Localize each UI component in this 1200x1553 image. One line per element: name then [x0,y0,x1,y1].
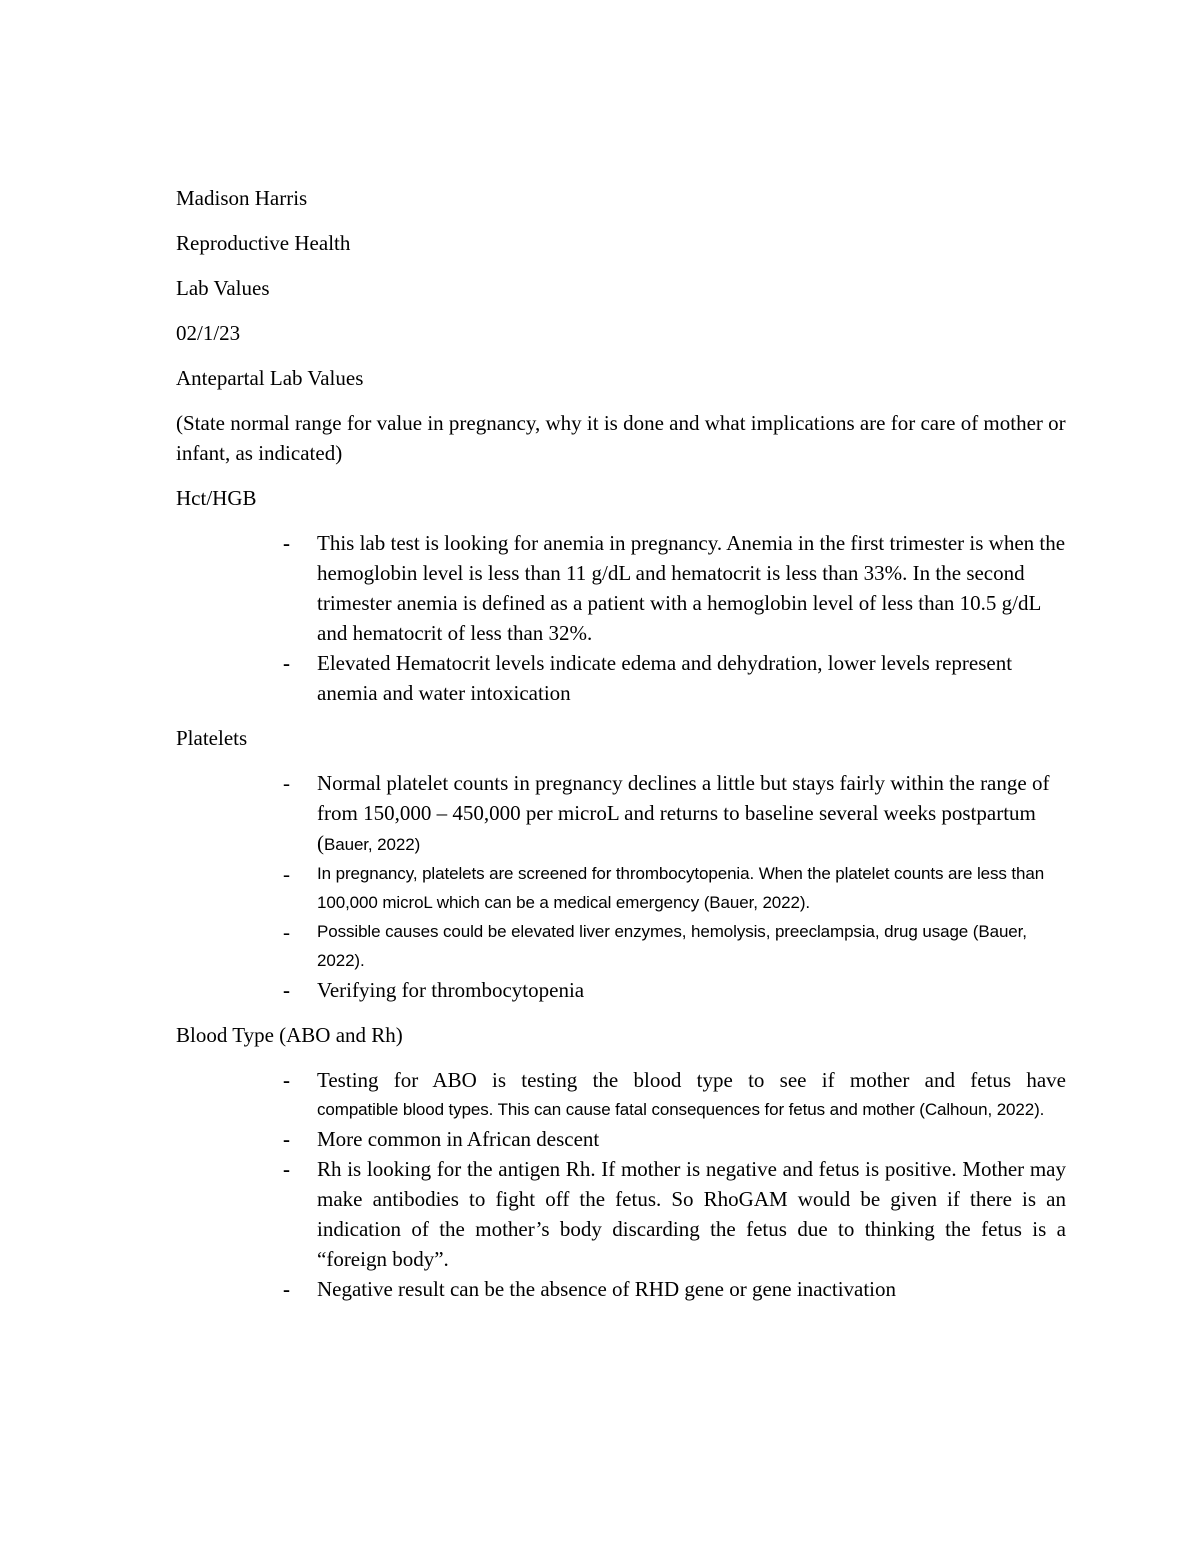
assignment-title: Lab Values [176,276,270,300]
list-item-text: Verifying for thrombocytopenia [317,978,585,1002]
list-item-text: Possible causes could be elevated liver enzymes, hemolysis, preeclampsia, drug usage (Bauer, 2022). [317,922,1027,970]
section-heading-blood-type: Blood Type (ABO and Rh) [176,1023,403,1047]
dash-bullet: - [283,1157,290,1181]
dash-bullet: - [283,771,290,795]
list-item [283,1274,1066,1304]
section-heading-platelets: Platelets [176,726,248,750]
list-item [283,768,1066,859]
document-title: Antepartal Lab Values [176,366,364,390]
list-item-text: Testing for ABO is testing the blood type to see if mother and fetus have [317,1068,1066,1092]
list-item [283,1065,1066,1124]
list-item-text: Normal platelet counts in pregnancy declines a little but stays fairly within the range of from 150,000 – 450,000 per microL and returns to baseline several weeks postpartum ( [317,771,1050,855]
dash-bullet: - [283,1277,290,1301]
dash-bullet: - [283,651,290,675]
list-item-text: More common in African descent [317,1127,600,1151]
document-date: 02/1/23 [176,321,241,345]
list-item-text: This lab test is looking for anemia in pregnancy. Anemia in the first trimester is when the hemoglobin level is less than 11 g/dL and hematocrit is less than 33%. In the second trimester anemia is defined as a patient with a hemoglobin level of less than 10.5 g/dL and hematocrit of less than 32%. [317,531,1066,645]
list-item [283,648,1066,708]
dash-bullet: - [283,1127,290,1151]
document-body [176,183,1066,1319]
dash-bullet: - [283,531,290,555]
platelets-list [176,768,1066,1005]
list-item [283,1154,1066,1274]
author-name: Madison Harris [176,186,308,210]
list-item-text: Rh is looking for the antigen Rh. If mother is negative and fetus is positive. Mother may make antibodies to fight off the fetus. So RhoGAM would be given if there is an indication of the mother’s body discarding the fetus due to thinking the fetus is a “foreign body”. [317,1157,1066,1271]
dash-bullet: - [283,978,290,1002]
course-name: Reproductive Health [176,231,351,255]
list-item-text: Elevated Hematocrit levels indicate edema and dehydration, lower levels represent anemia and water intoxication [317,651,1013,705]
list-item [283,528,1066,648]
dash-bullet: - [283,920,290,944]
list-item [283,975,1066,1005]
citation: Bauer, 2022) [324,835,421,854]
hct-hgb-list [176,528,1066,708]
list-item [283,917,1066,975]
list-item-text: In pregnancy, platelets are screened for thrombocytopenia. When the platelet counts are less than 100,000 microL which can be a medical emergency (Bauer, 2022). [317,864,1045,912]
dash-bullet: - [283,1068,290,1092]
section-heading-hct-hgb: Hct/HGB [176,486,257,510]
list-item-text: Negative result can be the absence of RHD gene or gene inactivation [317,1277,897,1301]
list-item [283,1124,1066,1154]
instructions: (State normal range for value in pregnancy, why it is done and what implications are for care of mother or infant, as indicated) [176,411,1066,465]
list-item-text-continued: compatible blood types. This can cause fatal consequences for fetus and mother (Calhoun, 2022). [317,1100,1045,1119]
dash-bullet: - [283,862,290,886]
list-item [283,859,1066,917]
blood-type-list [176,1065,1066,1304]
